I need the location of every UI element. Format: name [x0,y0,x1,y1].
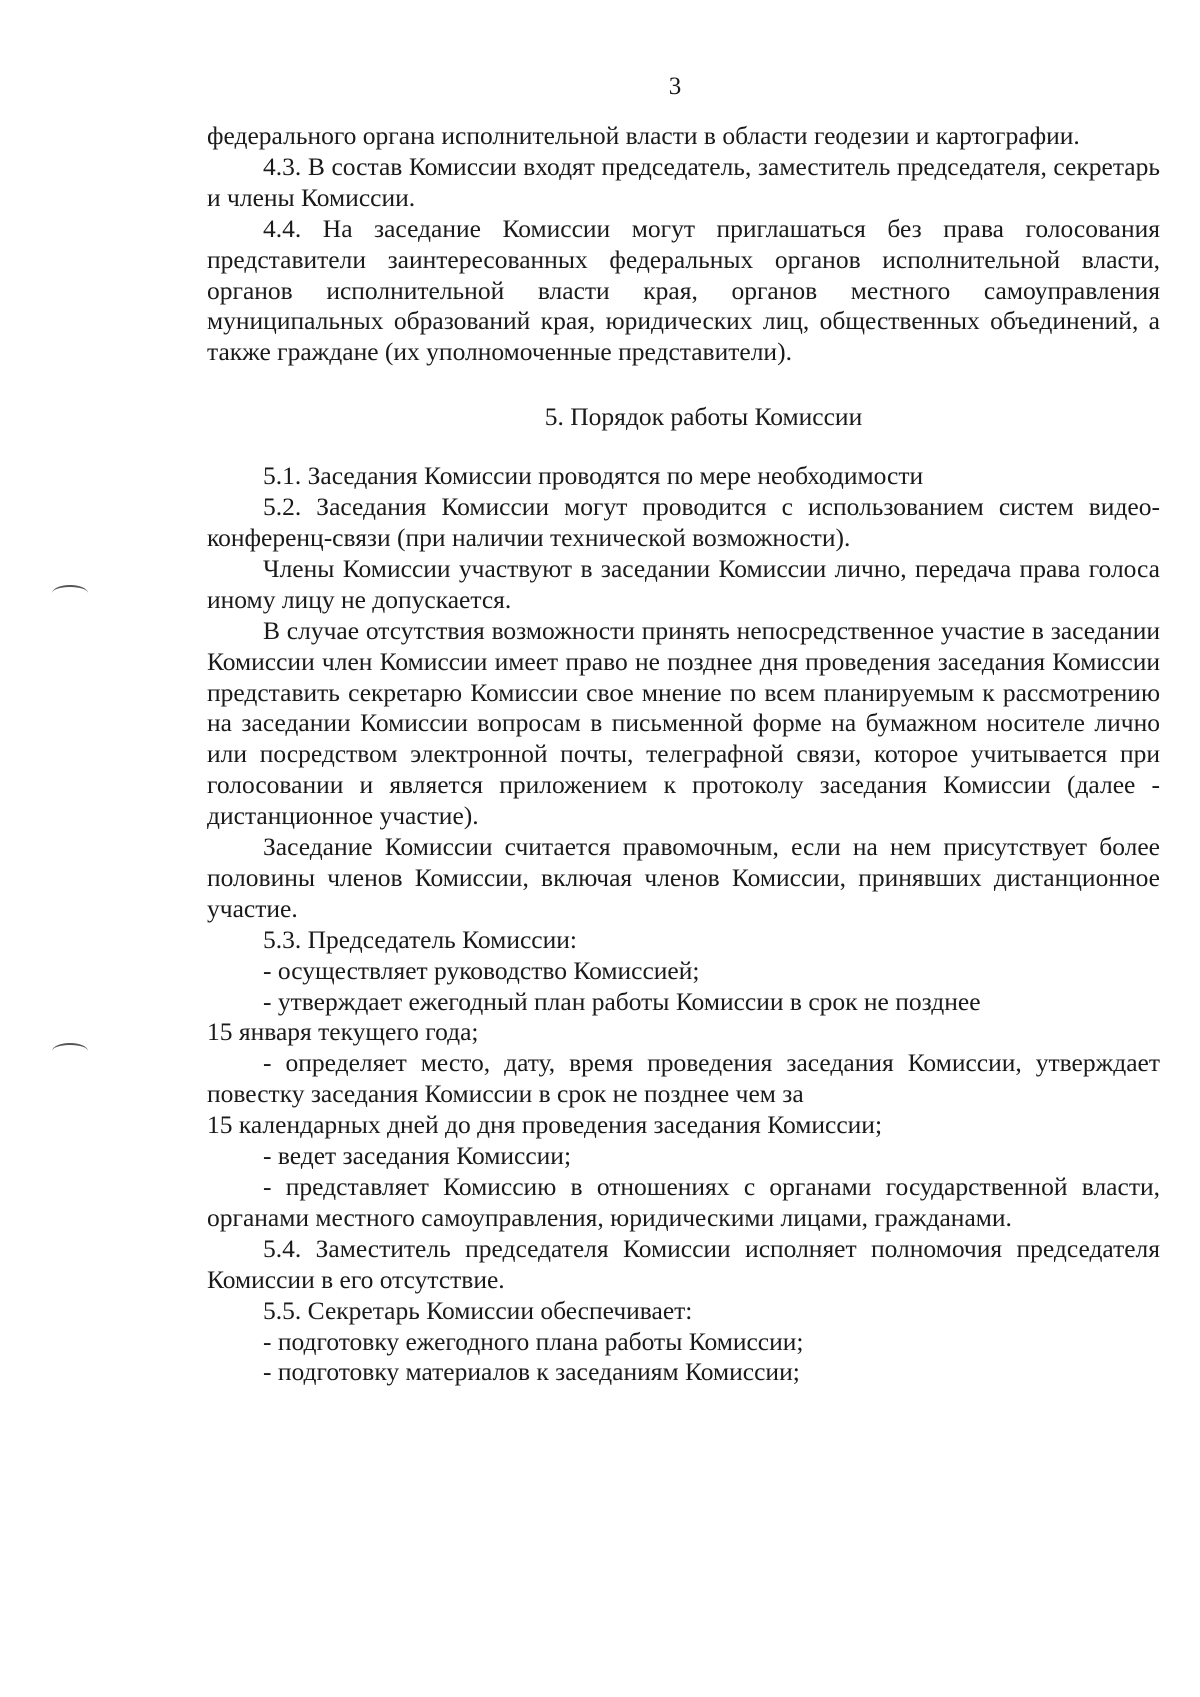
paragraph-4-3: 4.3. В состав Комиссии входят председатель, заместитель председателя, секретарь и члены Комиссии. [207,151,1160,212]
paragraph-continuation: федерального органа исполнительной власти в области геодезии и картографии. [207,121,1080,150]
paragraph-4-4: 4.4. На заседание Комиссии могут приглашаться без права голосования представители заинтересованных федеральных органов исполнительной власти, органов исполнительной власти края, органов местного самоуправления муниципальных образований края, юридических лиц, общественных объединений, а также граждане (их уполномоченные представители). [207,213,1160,367]
page-number: 3 [668,73,682,100]
list-item: - подготовку ежегодного плана работы Комиссии; [263,1326,804,1356]
paragraph-5-1: 5.1. Заседания Комиссии проводятся по мере необходимости [263,461,924,491]
punch-hole-mark [52,1043,88,1059]
list-item: - подготовку материалов к заседаниям Комиссии; [263,1357,800,1387]
list-item: - определяет место, дату, время проведения заседания Комиссии, утверждает повестку заседания Комиссии в срок не позднее чем за [207,1048,1160,1109]
punch-hole-mark [52,585,88,601]
paragraph-5-2: 5.2. Заседания Комиссии могут проводится с использованием систем видео-конференц-связи (при наличии технической возможности). [207,492,1160,552]
paragraph-quorum: Заседание Комиссии считается правомочным, если на нем присутствует более половины членов Комиссии, включая членов Комиссии, принявших дистанционное участие. [207,832,1160,923]
section-heading: 5. Порядок работы Комиссии [544,402,863,432]
list-item: - представляет Комиссию в отношениях с органами государственной власти, органами местного самоуправления, юридическими лицами, гражданами. [207,1172,1160,1232]
paragraph-5-3: 5.3. Председатель Комиссии: [263,924,577,954]
list-item-continuation: 15 января текущего года; [207,1017,479,1047]
paragraph-5-4: 5.4. Заместитель председателя Комиссии исполняет полномочия председателя Комиссии в его отсутствие. [207,1233,1160,1294]
paragraph-members-personal: Члены Комиссии участвуют в заседании Комиссии лично, передача права голоса иному лицу не допускается. [207,553,1160,614]
list-item: - утверждает ежегодный план работы Комиссии в срок не позднее [263,986,981,1016]
list-item: - осуществляет руководство Комиссией; [263,955,700,985]
list-item: - ведет заседания Комиссии; [263,1141,572,1171]
list-item-continuation: 15 календарных дней до дня проведения заседания Комиссии; [207,1110,883,1140]
document-body [207,121,1160,1388]
paragraph-5-5: 5.5. Секретарь Комиссии обеспечивает: [263,1295,693,1325]
paragraph-remote-participation: В случае отсутствия возможности принять непосредственное участие в заседании Комиссии член Комиссии имеет право не позднее дня проведения заседания Комиссии представить секретарю Комиссии свое мнение по всем планируемым к рассмотрению на заседании Комиссии вопросам в письменной форме на бумажном носителе лично или посредством электронной почты, телеграфной связи, которое учитывается при голосовании и является приложением к протоколу заседания Комиссии (далее - дистанционное участие). [207,615,1160,831]
